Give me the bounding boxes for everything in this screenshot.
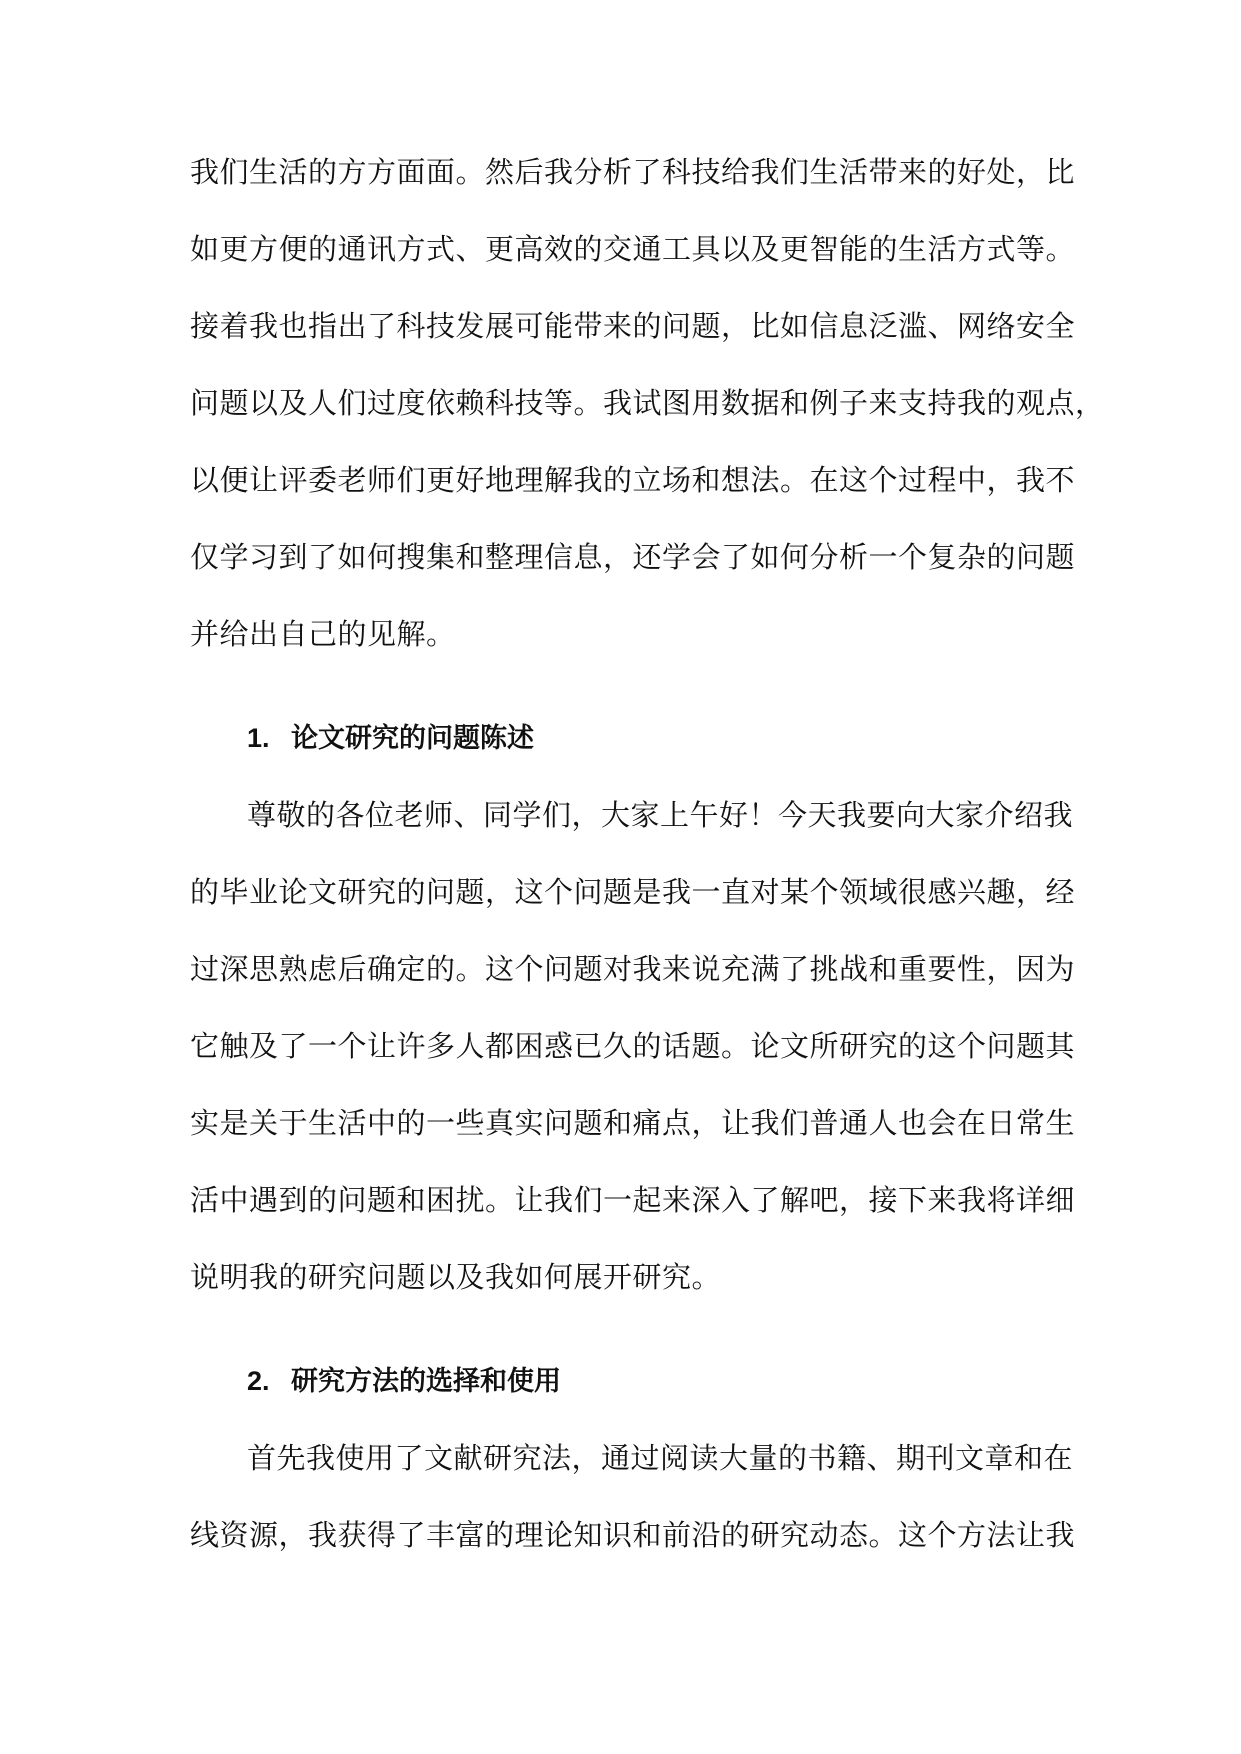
paragraph-line: 线资源，我获得了丰富的理论知识和前沿的研究动态。这个方法让我: [190, 1518, 1076, 1552]
paragraph-line: 的毕业论文研究的问题，这个问题是我一直对某个领域很感兴趣，经: [190, 875, 1076, 909]
paragraph-line: 如更方便的通讯方式、更高效的交通工具以及更智能的生活方式等。: [190, 232, 1076, 266]
paragraph-line: 首先我使用了文献研究法，通过阅读大量的书籍、期刊文章和在: [247, 1441, 1074, 1475]
section-heading-2: [247, 1361, 561, 1401]
paragraph-line: 活中遇到的问题和困扰。让我们一起来深入了解吧，接下来我将详细: [190, 1183, 1076, 1217]
paragraph-line: 说明我的研究问题以及我如何展开研究。: [190, 1260, 722, 1294]
paragraph-line: 过深思熟虑后确定的。这个问题对我来说充满了挑战和重要性，因为: [190, 952, 1076, 986]
paragraph-line: 仅学习到了如何搜集和整理信息，还学会了如何分析一个复杂的问题: [190, 540, 1076, 574]
paragraph-line: 接着我也指出了科技发展可能带来的问题，比如信息泛滥、网络安全: [190, 309, 1076, 343]
section-title: 论文研究的问题陈述: [291, 723, 534, 754]
paragraph-line: 我们生活的方方面面。然后我分析了科技给我们生活带来的好处，比: [190, 155, 1076, 189]
paragraph-line: 尊敬的各位老师、同学们，大家上午好！今天我要向大家介绍我: [247, 798, 1074, 832]
paragraph-line: 并给出自己的见解。: [190, 617, 456, 651]
paragraph-line: 以便让评委老师们更好地理解我的立场和想法。在这个过程中，我不: [190, 463, 1076, 497]
section-heading-1: [247, 718, 534, 758]
paragraph-line: 问题以及人们过度依赖科技等。我试图用数据和例子来支持我的观点，: [190, 386, 1105, 420]
section-number: 2.: [247, 1366, 270, 1396]
section-title: 研究方法的选择和使用: [291, 1366, 561, 1397]
paragraph-line: 它触及了一个让许多人都困惑已久的话题。论文所研究的这个问题其: [190, 1029, 1076, 1063]
paragraph-line: 实是关于生活中的一些真实问题和痛点，让我们普通人也会在日常生: [190, 1106, 1076, 1140]
section-number: 1.: [247, 723, 270, 753]
